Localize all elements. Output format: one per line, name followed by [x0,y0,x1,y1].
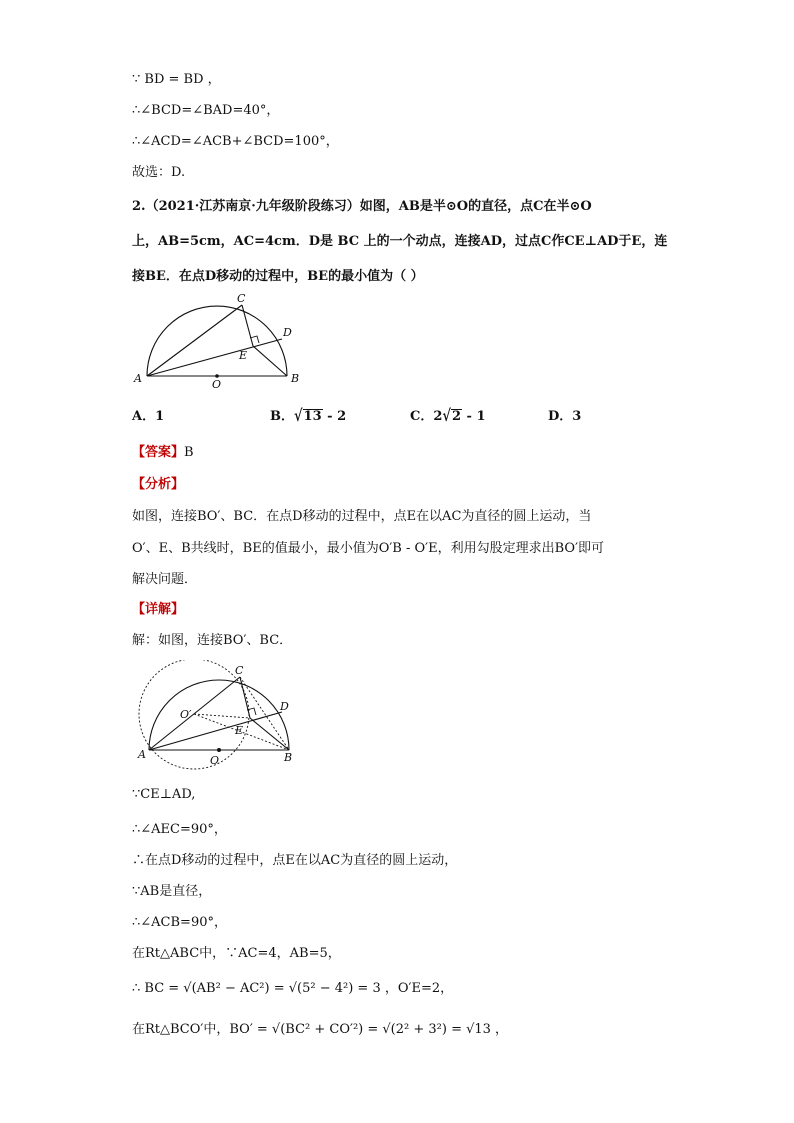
answer-tag: 【答案】 [132,445,185,460]
text-line-choice-d: 故选：D. [132,165,186,180]
fig2-label-e: E [235,724,244,737]
fig1-label-d: D [283,326,292,339]
answer-value: B [184,445,194,460]
analysis-line-3: 解决问题． [132,572,198,587]
text-line-angle-bcd: ∴∠BCD=∠BAD=40°， [132,103,280,118]
detail-line-1: 解：如图，连接BO′、BC． [132,633,293,648]
option-a: A．1 [132,409,165,424]
detail-line-5: ∵AB是直径， [132,884,212,899]
option-b: B．√13 - 2 [270,407,347,426]
detail-tag: 【详解】 [132,602,185,617]
fig2-label-o: O [210,754,220,767]
detail-line-6: ∴∠ACB=90°， [132,915,227,930]
fig1-label-b: B [291,372,300,385]
detail-line-8: ∴ BC = √(AB² − AC²) = √(5² − 4²) = 3 ，O′E=2， [132,981,454,996]
fig2-label-b: B [284,751,293,764]
fig2-label-o-prime: O′ [180,708,192,721]
fig1-label-c: C [237,292,246,305]
detail-line-3: ∴∠AEC=90°， [132,822,227,837]
fig2-label-a: A [138,748,146,761]
question-line-3: 接BE．在点D移动的过程中，BE的最小值为（ ） [132,269,424,284]
fig2-label-c: C [235,664,244,677]
analysis-tag: 【分析】 [132,477,185,492]
analysis-line-1: 如图，连接BO′、BC．在点D移动的过程中，点E在以AC为直径的圆上运动，当 [132,509,592,524]
question-line-1: 2.（2021·江苏南京·九年级阶段练习）如图，AB是半⊙O的直径，点C在半⊙O [132,199,592,214]
option-d: D．3 [548,409,582,424]
fig1-label-a: A [134,372,142,385]
text-line-angle-acd: ∴∠ACD=∠ACB+∠BCD=100°， [132,134,339,149]
detail-line-4: ∴在点D移动的过程中，点E在以AC为直径的圆上运动， [132,853,458,868]
figure-semicircle-2 [132,660,302,775]
detail-line-9: 在Rt△BCO′中，BO′ = √(BC² + CO′²) = √(2² + 3²) = √13 ， [132,1022,509,1037]
fig1-label-e: E [239,349,248,362]
answer-line [132,441,194,460]
text-line-arc-equal: ∵ BD = BD ， [132,72,221,87]
fig2-label-d: D [280,700,289,713]
fig1-label-o: O [212,378,222,391]
analysis-line-2: O′、E、B共线时，BE的值最小，最小值为O′B - O′E，利用勾股定理求出BO′即可 [132,541,605,556]
question-line-2: 上，AB=5cm，AC=4cm．D是 BC 上的一个动点，连接AD，过点C作CE⊥AD于E，连 [132,234,668,249]
figure-semicircle-1 [132,290,312,395]
detail-line-2: ∵CE⊥AD, [132,787,196,802]
option-c: C．2√2 - 1 [410,407,486,426]
detail-line-7: 在Rt△ABC中，∵AC=4，AB=5， [132,946,341,961]
